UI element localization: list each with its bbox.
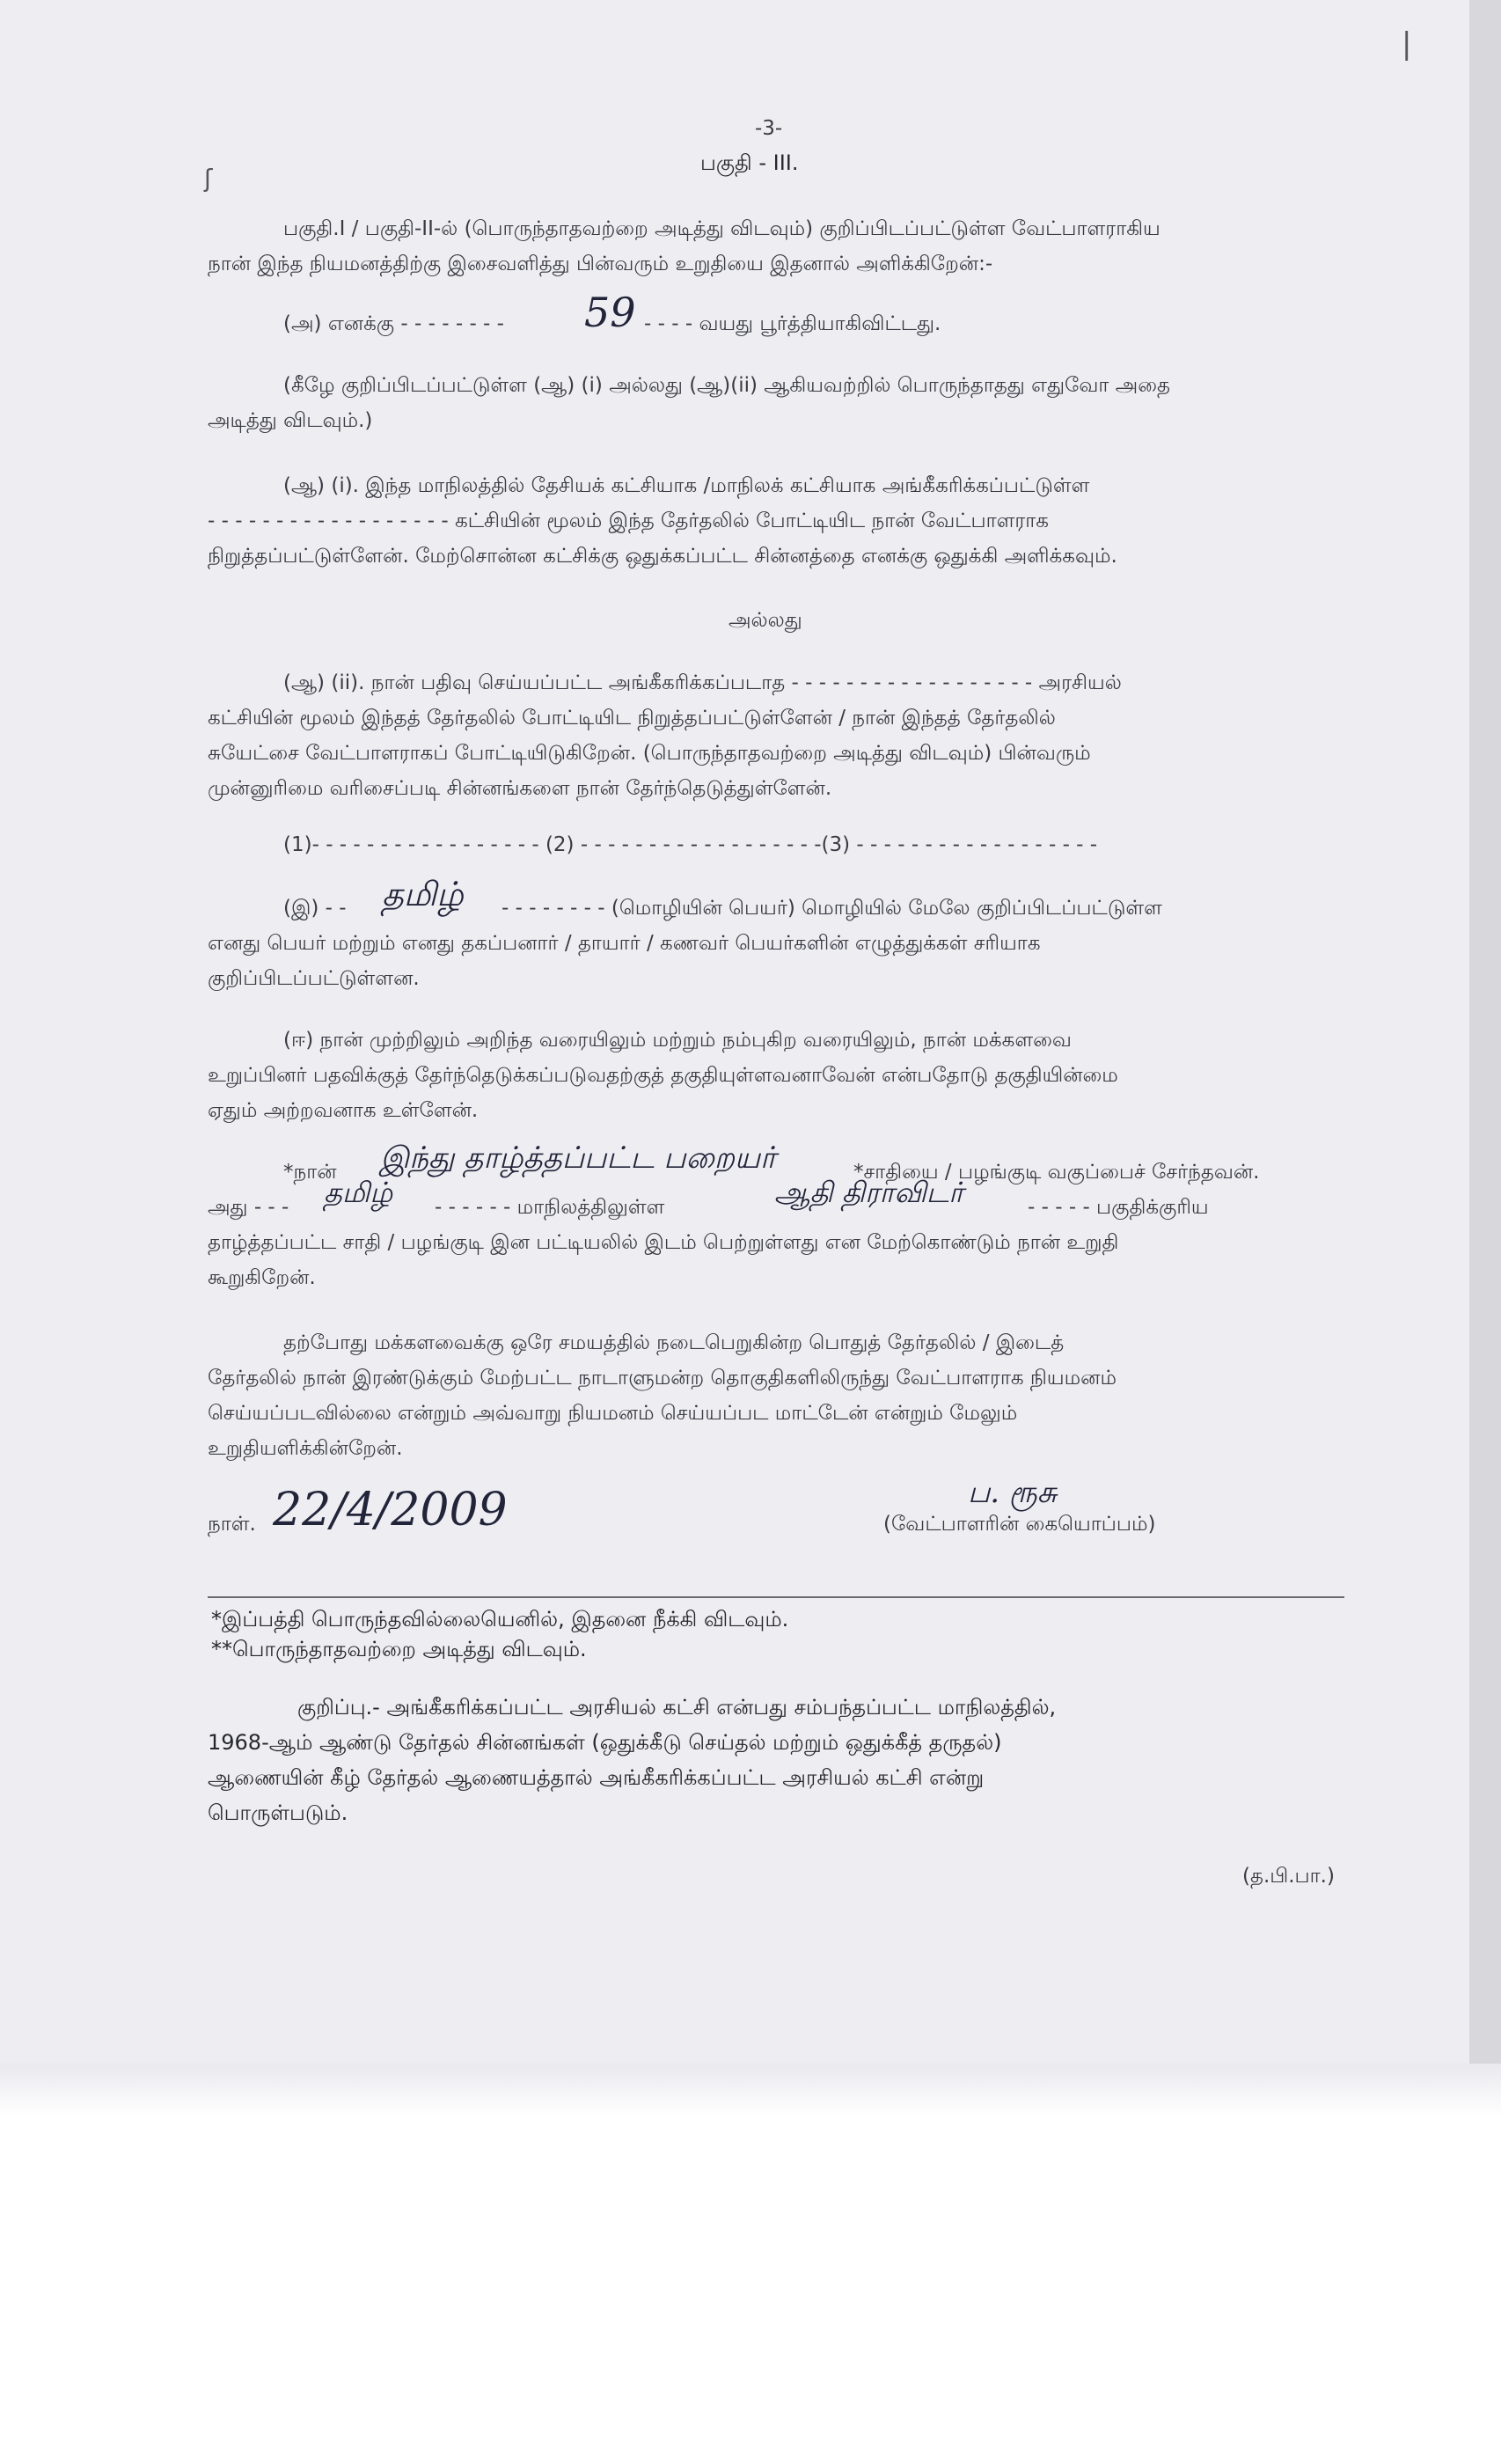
caste-line-4: கூறுகிறேன். — [208, 1266, 316, 1289]
declaration-line-2: தேர்தலில் நான் இரண்டுக்கும் மேற்பட்ட நாடாளுமன்ற தொகுதிகளிலிருந்து வேட்பாளராக நியமனம் — [208, 1367, 1117, 1390]
page-bottom-shadow — [0, 2064, 1501, 2116]
page-number: -3- — [755, 117, 783, 140]
clause-a-ii-line-4: முன்னுரிமை வரிசைப்படி சின்னங்களை நான் தேர்ந்தெடுத்துள்ளேன். — [208, 777, 832, 800]
scan-mark-top-right: | — [1402, 26, 1412, 62]
part-title: பகுதி - III. — [700, 150, 799, 175]
language-line-3: குறிப்பிடப்பட்டுள்ளன. — [208, 967, 420, 990]
clause-a-ii-line-2: கட்சியின் மூலம் இந்தத் தேர்தலில் போட்டியிட நிறுத்தப்பட்டுள்ளேன் / நான் இந்தத் தேர்தலில் — [208, 707, 1056, 730]
declaration-line-1: தற்போது மக்களவைக்கு ஒரே சமயத்தில் நடைபெறுகின்ற பொதுத் தேர்தலில் / இடைத் — [283, 1331, 1065, 1354]
page-margin-strip — [1469, 0, 1501, 2064]
eligibility-line-3: ஏதும் அற்றவனாக உள்ளேன். — [208, 1099, 479, 1122]
symbol-choices-line: (1)- - - - - - - - - - - - - - - - - (2) - - - - - - - - - - - - - - - - - -(3) - - - - - - - - - - - - - - - - - - — [283, 833, 1098, 856]
eligibility-line-1: (ஈ) நான் முற்றிலும் அறிந்த வரையிலும் மற்றும் நம்புகிற வரையிலும், நான் மக்களவை — [283, 1029, 1072, 1052]
caste-line-2-mid: - - - - - - மாநிலத்திலுள்ள — [435, 1196, 665, 1219]
caste-handwritten-value: இந்து தாழ்த்தப்பட்ட பறையர் — [380, 1140, 776, 1176]
signature-label: (வேட்பாளரின் கையொப்பம்) — [883, 1513, 1156, 1536]
date-handwritten-value: 22/4/2009 — [273, 1484, 508, 1536]
date-label: நாள். — [208, 1513, 256, 1536]
language-prefix: (இ) - - — [283, 897, 347, 920]
instruction-line-2: அடித்து விடவும்.) — [208, 409, 373, 432]
intro-line-1: பகுதி.I / பகுதி-II-ல் (பொருந்தாதவற்றை அடித்து விடவும்) குறிப்பிடப்பட்டுள்ள வேட்பாளராகிய — [283, 217, 1161, 240]
footnote-2: **பொருந்தாதவற்றை அடித்து விடவும். — [211, 1637, 587, 1661]
age-prefix: (அ) எனக்கு - - - - - - - - — [283, 312, 504, 335]
caste-line-2-suffix: - - - - - பகுதிக்குரிய — [1028, 1196, 1209, 1219]
clause-a-ii-line-1: (ஆ) (ii). நான் பதிவு செய்யப்பட்ட அங்கீகரிக்கப்படாத - - - - - - - - - - - - - - - - - - அரசியல் — [283, 671, 1122, 694]
declaration-line-4: உறுதியளிக்கின்றேன். — [208, 1437, 403, 1460]
intro-line-2: நான் இந்த நியமனத்திற்கு இசைவளித்து பின்வரும் உறுதியை இதனால் அளிக்கிறேன்:- — [208, 253, 993, 275]
caste-mid: *சாதியை / பழங்குடி வகுப்பைச் சேர்ந்தவன். — [853, 1161, 1260, 1184]
or-label: அல்லது — [729, 609, 802, 632]
language-handwritten-value: தமிழ் — [382, 875, 464, 913]
area-handwritten-value: ஆதி திராவிடர் — [774, 1176, 963, 1209]
caste-prefix: *நான் — [283, 1161, 337, 1184]
clause-a-ii-line-3: சுயேட்சை வேட்பாளராகப் போட்டியிடுகிறேன். (பொருந்தாதவற்றை அடித்து விடவும்) பின்வரும் — [208, 742, 1091, 765]
clause-a-i-line-2: - - - - - - - - - - - - - - - - - - கட்சியின் மூலம் இந்த தேர்தலில் போட்டியிட நான் வேட்பாளராக — [208, 510, 1050, 532]
footnote-divider — [208, 1596, 1344, 1598]
turn-over-note: (த.பி.பா.) — [1242, 1865, 1335, 1888]
age-handwritten-value: 59 — [584, 289, 636, 336]
candidate-signature: ப. ரூசு — [968, 1475, 1057, 1510]
state-handwritten-value: தமிழ் — [324, 1176, 393, 1209]
instruction-line-1: (கீழே குறிப்பிடப்பட்டுள்ள (ஆ) (i) அல்லது (ஆ)(ii) ஆகியவற்றில் பொருந்தாதது எதுவோ அதை — [283, 374, 1170, 397]
clause-a-i-line-1: (ஆ) (i). இந்த மாநிலத்தில் தேசியக் கட்சியாக /மாநிலக் கட்சியாக அங்கீகரிக்கப்பட்டுள்ள — [283, 474, 1090, 497]
remark-line-2: 1968-ஆம் ஆண்டு தேர்தல் சின்னங்கள் (ஒதுக்கீடு செய்தல் மற்றும் ஒதுக்கீத் தருதல்) — [208, 1730, 1002, 1755]
language-line-2: எனது பெயர் மற்றும் எனது தகப்பனார் / தாயார் / கணவர் பெயர்களின் எழுத்துக்கள் சரியாக — [208, 932, 1041, 955]
age-suffix: - - - - வயது பூர்த்தியாகிவிட்டது. — [644, 312, 941, 335]
footnote-1: *இப்பத்தி பொருந்தவில்லையெனில், இதனை நீக்கி விடவும். — [211, 1607, 789, 1632]
declaration-line-3: செய்யப்படவில்லை என்றும் அவ்வாறு நியமனம் செய்யப்பட மாட்டேன் என்றும் மேலும் — [208, 1402, 1018, 1425]
scan-mark-top-left: ʃ — [204, 164, 213, 193]
remark-line-3: ஆணையின் கீழ் தேர்தல் ஆணையத்தால் அங்கீகரிக்கப்பட்ட அரசியல் கட்சி என்று — [208, 1765, 985, 1790]
caste-line-2-prefix: அது - - - — [208, 1196, 289, 1219]
remark-line-1: குறிப்பு.- அங்கீகரிக்கப்பட்ட அரசியல் கட்சி என்பது சம்பந்தப்பட்ட மாநிலத்தில், — [297, 1695, 1057, 1720]
language-suffix: - - - - - - - - (மொழியின் பெயர்) மொழியில் மேலே குறிப்பிடப்பட்டுள்ள — [502, 897, 1162, 920]
eligibility-line-2: உறுப்பினர் பதவிக்குத் தேர்ந்தெடுக்கப்படுவதற்குத் தகுதியுள்ளவனாவேன் என்பதோடு தகுதியின்மை — [208, 1064, 1118, 1087]
clause-a-i-line-3: நிறுத்தப்பட்டுள்ளேன். மேற்சொன்ன கட்சிக்கு ஒதுக்கப்பட்ட சின்னத்தை எனக்கு ஒதுக்கி அளிக்கவும். — [208, 545, 1117, 568]
caste-line-3: தாழ்த்தப்பட்ட சாதி / பழங்குடி இன பட்டியலில் இடம் பெற்றுள்ளது என மேற்கொண்டும் நான் உறுதி — [208, 1231, 1119, 1254]
remark-line-4: பொருள்படும். — [208, 1800, 348, 1825]
